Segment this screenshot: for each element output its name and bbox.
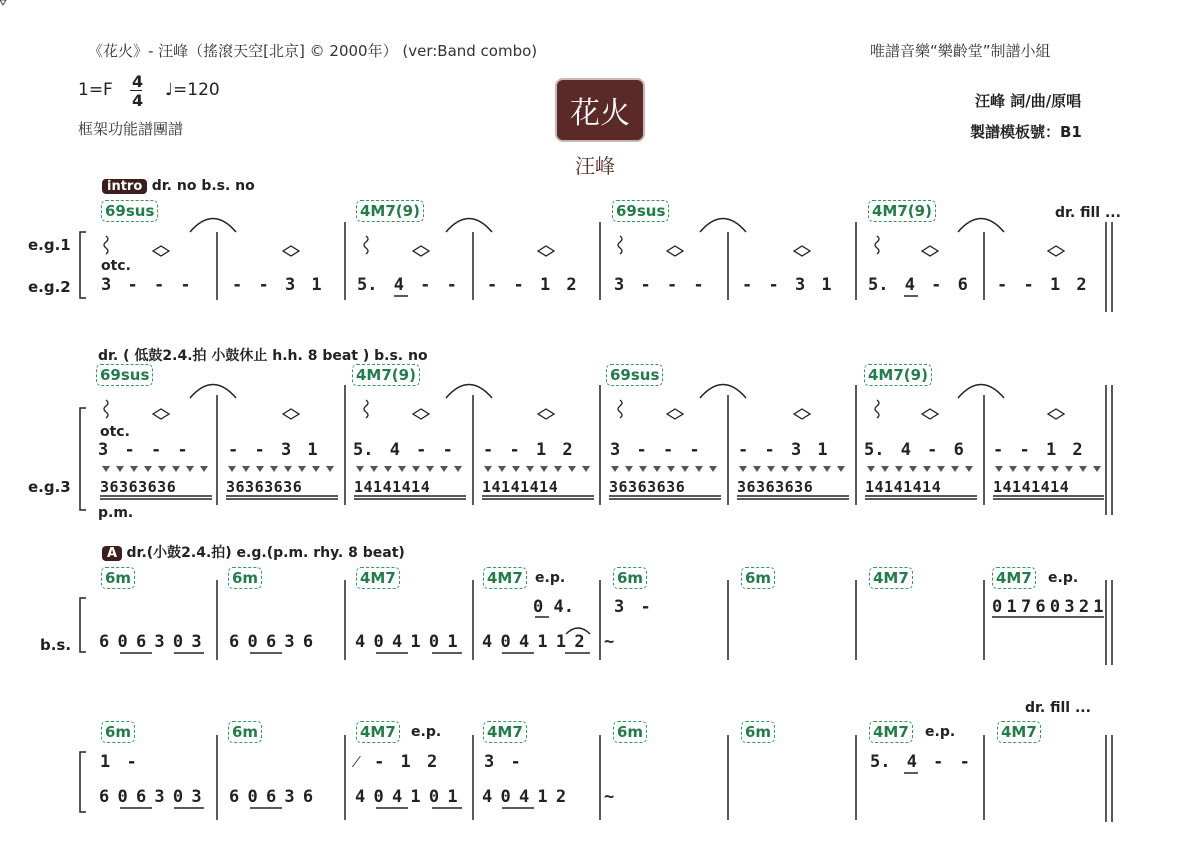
palm-mute-triangle: [582, 466, 590, 472]
instrument-eg3: e.g.3: [28, 478, 71, 496]
chord-r1-4: 4M7(9): [868, 200, 936, 222]
palm-mute-triangle: [144, 466, 152, 472]
notes-r1-m1: 3 - - -: [101, 275, 191, 295]
notes-r3t-m5: 3 -: [614, 597, 651, 617]
chord-r2-4: 4M7(9): [864, 364, 932, 386]
palm-mute-triangle: [895, 466, 903, 472]
notes-r4b-m2: 6 0 6 3 6: [229, 787, 314, 807]
notes-r2t-m5: 3 - - -: [610, 440, 700, 460]
notes-r2b-m7: 14141414: [865, 478, 942, 496]
palm-mute-triangle: [186, 466, 194, 472]
palm-mute-triangle: [837, 466, 845, 472]
chord-r4-5: 6m: [613, 721, 647, 743]
notes-r3b-m5: ~: [604, 632, 615, 652]
chord-r2-1: 69sus: [96, 364, 153, 386]
palm-mute-triangle: [965, 466, 973, 472]
instrument-eg1: e.g.1: [28, 236, 71, 254]
palm-mute-triangle: [326, 466, 334, 472]
chord-r4-4: 4M7: [483, 721, 527, 743]
notes-r2b-m5: 36363636: [609, 478, 686, 496]
palm-mute-triangle: [1079, 466, 1087, 472]
notes-r4t-m7: 5. 4 - -: [870, 752, 970, 772]
palm-mute-triangle: [809, 466, 817, 472]
notes-r2t-m6: - - 3 1: [738, 440, 828, 460]
palm-mute-triangle: [312, 466, 320, 472]
palm-mute-triangle: [951, 466, 959, 472]
ep-mark-r4-3: e.p.: [411, 724, 442, 740]
credit: 汪峰 詞/曲/原唱: [975, 92, 1082, 110]
notes-r4b-m1: 6 0 6 3 0 3: [99, 787, 202, 807]
notes-r4b-m4: 4 0 4 1 2: [482, 787, 567, 807]
notes-r2b-m2: 36363636: [226, 478, 303, 496]
section-a-text: dr.(小鼓2.4.拍) e.g.(p.m. rhy. 8 beat): [126, 545, 405, 561]
chord-r3-7: 4M7: [869, 567, 913, 589]
instrument-bs: b.s.: [40, 636, 72, 654]
notes-r1-m7: 5. 4 - 6: [868, 275, 968, 295]
palm-mute-triangle: [695, 466, 703, 472]
chord-r1-3: 69sus: [612, 200, 669, 222]
chord-r4-7: 4M7: [869, 721, 913, 743]
palm-mute-triangle: [1065, 466, 1073, 472]
chord-r3-5: 6m: [613, 567, 647, 589]
palm-mute-triangle: [526, 466, 534, 472]
palm-mute-triangle: [398, 466, 406, 472]
palm-mute-triangle: [781, 466, 789, 472]
section-a-badge: A: [102, 546, 122, 561]
palm-mute-triangle: [881, 466, 889, 472]
otc-mark-1: otc.: [101, 258, 131, 274]
palm-mute-triangle: [923, 466, 931, 472]
palm-mute-triangle: [356, 466, 364, 472]
intro-badge: intro: [102, 179, 147, 194]
palm-mute-triangle: [256, 466, 264, 472]
notes-r1-m5: 3 - - -: [614, 275, 704, 295]
notes-r2b-m4: 14141414: [482, 478, 559, 496]
palm-mute-triangle: [1037, 466, 1045, 472]
palm-mute-mark: p.m.: [98, 505, 134, 521]
notes-r2t-m2: - - 3 1: [228, 440, 318, 460]
palm-mute-triangle: [370, 466, 378, 472]
ep-mark-r4-7: e.p.: [925, 724, 956, 740]
palm-mute-triangle: [995, 466, 1003, 472]
palm-mute-triangle: [823, 466, 831, 472]
subtitle: 框架功能譜團譜: [78, 120, 184, 138]
palm-mute-triangle: [540, 466, 548, 472]
notes-r1-m4: - - 1 2: [487, 275, 577, 295]
notes-r2t-m8: - - 1 2: [993, 440, 1083, 460]
palm-mute-triangle: [1093, 466, 1101, 472]
palm-mute-triangle: [909, 466, 917, 472]
palm-mute-triangle: [867, 466, 875, 472]
palm-mute-triangle: [639, 466, 647, 472]
tempo: ♩=120: [165, 80, 220, 100]
palm-mute-triangle: [298, 466, 306, 472]
palm-mute-triangle: [767, 466, 775, 472]
intro-text: dr. no b.s. no: [151, 178, 255, 194]
notes-r4b-m5: ~: [604, 787, 615, 807]
instrument-eg2: e.g.2: [28, 278, 71, 296]
drum-fill-2: dr. fill ...: [1025, 700, 1091, 716]
chord-r3-1: 6m: [101, 567, 135, 589]
palm-mute-triangle: [554, 466, 562, 472]
time-sig-bottom: 4: [132, 91, 144, 110]
chord-r1-2: 4M7(9): [356, 200, 424, 222]
palm-mute-triangle: [454, 466, 462, 472]
palm-mute-triangle: [102, 466, 110, 472]
singer: 汪峰: [575, 154, 615, 178]
chord-r3-3: 4M7: [356, 567, 400, 589]
chord-r4-3: 4M7: [356, 721, 400, 743]
notes-r2b-m1: 36363636: [100, 478, 177, 496]
chord-r3-8: 4M7: [992, 567, 1036, 589]
palm-mute-triangle: [284, 466, 292, 472]
palm-mute-triangle: [739, 466, 747, 472]
notes-r2t-m1: 3 - - -: [98, 440, 188, 460]
palm-mute-triangle: [158, 466, 166, 472]
time-sig-top: 4: [132, 72, 144, 91]
notes-r4t-m1: 1 -: [100, 752, 137, 772]
chord-r2-3: 69sus: [606, 364, 663, 386]
notes-r3b-m4: 4 0 4 1 1 2: [482, 632, 585, 652]
palm-mute-triangle: [200, 466, 208, 472]
drum-fill-1: dr. fill ...: [1055, 205, 1121, 221]
palm-mute-triangle: [709, 466, 717, 472]
palm-mute-triangle: [270, 466, 278, 472]
palm-mute-triangle: [440, 466, 448, 472]
notes-r2b-m3: 14141414: [354, 478, 431, 496]
chord-r4-1: 6m: [101, 721, 135, 743]
chord-r3-2: 6m: [228, 567, 262, 589]
palm-mute-triangle: [412, 466, 420, 472]
notes-r1-m3: 5. 4 - -: [357, 275, 457, 295]
notes-r3b-m3: 4 0 4 1 0 1: [355, 632, 458, 652]
notes-r2t-m4: - - 1 2: [483, 440, 573, 460]
publisher: 唯譜音樂“樂齡堂”制譜小組: [870, 42, 1051, 60]
palm-mute-triangle: [625, 466, 633, 472]
palm-mute-triangle: [426, 466, 434, 472]
palm-mute-triangle: [795, 466, 803, 472]
palm-mute-triangle: [172, 466, 180, 472]
palm-mute-triangle: [681, 466, 689, 472]
key-signature: 1=F: [78, 80, 113, 100]
palm-mute-triangle: [512, 466, 520, 472]
notes-r4b-m3: 4 0 4 1 0 1: [355, 787, 458, 807]
notes-r4t-m3: ⁄ - 1 2: [355, 752, 438, 772]
chord-r4-8: 4M7: [997, 721, 1041, 743]
chord-r1-1: 69sus: [101, 200, 158, 222]
notes-r3b-m1: 6 0 6 3 0 3: [99, 632, 202, 652]
palm-mute-triangle: [937, 466, 945, 472]
chord-r2-2: 4M7(9): [352, 364, 420, 386]
palm-mute-triangle: [498, 466, 506, 472]
song-title: 花火: [557, 80, 643, 140]
notes-r2t-m7: 5. 4 - 6: [864, 440, 964, 460]
palm-mute-triangle: [667, 466, 675, 472]
palm-mute-triangle: [484, 466, 492, 472]
template-number: 製譜模板號：B1: [970, 123, 1082, 141]
notes-r2b-m6: 36363636: [737, 478, 814, 496]
palm-mute-triangle: [653, 466, 661, 472]
notes-r3b-m2: 6 0 6 3 6: [229, 632, 314, 652]
palm-mute-triangle: [130, 466, 138, 472]
notes-r2t-m3: 5. 4 - -: [353, 440, 453, 460]
palm-mute-triangle: [384, 466, 392, 472]
ep-mark-r3-8: e.p.: [1048, 570, 1079, 586]
notes-r1-m2: - - 3 1: [232, 275, 322, 295]
notes-r2b-m8: 14141414: [993, 478, 1070, 496]
palm-mute-triangle: [116, 466, 124, 472]
ep-mark-r3-4: e.p.: [535, 570, 566, 586]
palm-mute-triangle: [753, 466, 761, 472]
notes-r1-m8: - - 1 2: [997, 275, 1087, 295]
palm-mute-triangle: [1023, 466, 1031, 472]
palm-mute-triangle: [242, 466, 250, 472]
notes-r3t-m4: 0 4.: [533, 597, 574, 617]
notes-r3t-m8: 0 1 7 6 0 3 2 1: [992, 597, 1103, 617]
chord-r3-6: 6m: [741, 567, 775, 589]
notes-r4t-m4: 3 -: [484, 752, 521, 772]
palm-mute-triangle: [1051, 466, 1059, 472]
chord-r4-2: 6m: [228, 721, 262, 743]
song-info: 《花火》- 汪峰（搖滾天空[北京] © 2000年） (ver:Band combo): [88, 42, 538, 60]
palm-mute-triangle: [1009, 466, 1017, 472]
notes-r1-m6: - - 3 1: [742, 275, 832, 295]
chord-r3-4: 4M7: [483, 567, 527, 589]
otc-mark-2: otc.: [100, 424, 130, 440]
chord-r4-6: 6m: [741, 721, 775, 743]
palm-mute-triangle: [568, 466, 576, 472]
section2-text: dr. ( 低鼓2.4.拍 小鼓休止 h.h. 8 beat ) b.s. no: [98, 348, 428, 364]
palm-mute-triangle: [611, 466, 619, 472]
palm-mute-triangle: [228, 466, 236, 472]
